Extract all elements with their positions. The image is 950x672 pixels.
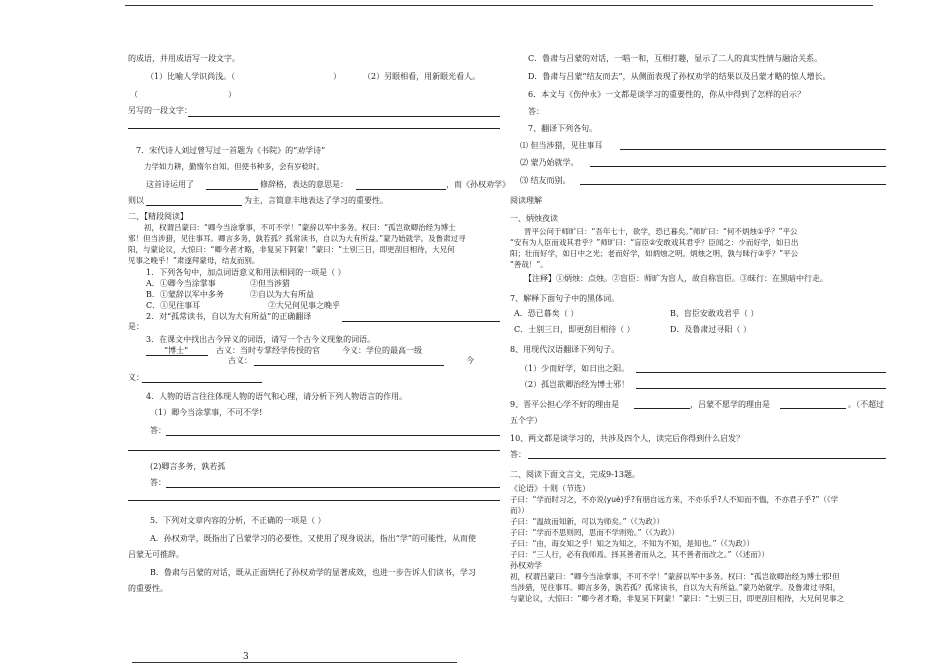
passage: 晋平公问于师旷曰：“吾年七十，欲学，恐已暮矣。”师旷曰：“何不炳烛①乎？”平公 (524, 227, 798, 236)
text-line: （1）卿今当涂掌事，不可不学! (150, 408, 263, 417)
answer-line[interactable] (620, 149, 886, 150)
header-rule (125, 5, 873, 6)
text-line: （1）比喻人学识尚浅。（ (146, 72, 236, 81)
text-line: 为主，言简意丰地表达了学习的重要性。 (244, 196, 388, 205)
option: ②但当涉猎 (250, 279, 290, 288)
text-line: 答： (150, 478, 166, 487)
question-2: 2．对“孤常读书，自以为大有所益”的正确翻译 (146, 312, 312, 321)
passage: 阳；壮而好学，如日中之光；老而好学，如炳烛之明。炳烛之明，孰与昧行③乎？”平公 (510, 249, 799, 258)
text-line: （ (130, 90, 138, 99)
answer-line[interactable] (590, 166, 886, 167)
text-line: ，吕蒙不愿学的理由是 (690, 400, 770, 409)
text-line: （1）少而好学，如日出之阳。 (520, 364, 630, 373)
answer-line[interactable] (128, 500, 500, 501)
text-line: （2）另眼相看，用新眼光看人。 (363, 72, 481, 81)
passage: 子曰：“学而不思则罔，思而不学则殆。”（《为政》） (510, 528, 680, 537)
passage: 而》） (510, 506, 529, 515)
question-7: 7、翻译下列各句。 (528, 124, 598, 133)
answer-line[interactable] (146, 205, 242, 206)
answer-line[interactable] (528, 458, 886, 459)
text-line: 则以 (128, 196, 144, 205)
answer-line[interactable] (634, 408, 690, 409)
option: B．①蒙辞以军中多务 (146, 290, 224, 299)
page-number: 3 (243, 652, 249, 662)
answer-line[interactable] (142, 382, 262, 383)
section-heading: 二、【精段阅读】 (128, 212, 188, 221)
text-line: （2）孤岂欲卿治经为博士邪！ (520, 380, 630, 389)
passage: “善哉！”。 (510, 260, 548, 269)
passage: 初，权谓吕蒙曰：“卿今当涂掌事，不可不学！”蒙辞以军中多务。权曰：“孤岂欲卿治经为博士邪!但 (510, 572, 840, 581)
text-line: 古义： (228, 356, 252, 365)
option: C．鲁肃与吕蒙的对话，一唱一和，互相打趣，显示了二人的真实性情与融洽关系。 (528, 54, 823, 63)
text-line: 义： (128, 373, 144, 382)
option: 吕蒙无可推辞。 (128, 550, 184, 559)
answer-line[interactable] (128, 450, 500, 451)
text-line: 。（不超过 (848, 400, 884, 409)
question: 9、晋平公担心学不好的理由是 (510, 400, 620, 409)
question: 10、两文都是谈学习的，共涉及四个人，读完后你得到什么启发？ (510, 434, 745, 443)
question-6: 6．本文与《伤仲永》一文都是谈学习的重要性的，你从中得到了怎样的启示？ (528, 90, 806, 99)
question-7: 7．宋代诗人刘过曾写过一首题为《书院》的“劝学诗” (136, 146, 326, 155)
section-heading: 一、炳烛夜读 (510, 214, 558, 223)
passage: 邪！但当涉猎，见往事耳。卿言多务，孰若孤？孤常读书，自以为大有所益。”蒙乃始就学。及鲁肃过寻 (128, 234, 466, 243)
text-line: 另写的一段文字： (128, 106, 192, 115)
answer-line[interactable] (128, 128, 500, 129)
option: A．恐已暮矣（ ） (514, 309, 579, 318)
option: C．士别三日，即更刮目相待（ ） (514, 325, 635, 334)
option: D．及鲁肃过寻阳（ ） (670, 325, 751, 334)
question-4: 4．人物的语言往往体现人物的语气和心理，请分析下列人物语言的作用。 (146, 392, 408, 401)
option: A．①卿今当涂掌事 (146, 279, 216, 288)
passage: 子曰：“温故而知新，可以为师矣。”（《为政》） (510, 517, 665, 526)
passage: 与蒙论议，大惊曰：“卿今者才略，非复吴下阿蒙！”蒙曰：“士别三日，即更刮目相待，大兄何见事之 (510, 594, 845, 603)
text-line: 今义：学位的最高一级 (342, 346, 422, 355)
section-heading: 阅读理解 (510, 196, 542, 205)
passage: 子曰：“三人行，必有我师焉。择其善者而从之，其不善者而改之。”（《述而》） (510, 550, 770, 559)
text-line: 古义：当时专掌经学传授的官 (216, 346, 320, 355)
answer-line[interactable] (342, 321, 500, 322)
option: 的重要性。 (128, 584, 168, 593)
passage-title: 《论语》十则（节选） (510, 484, 590, 493)
passage: 阳，与蒙论议，大惊曰：“卿今者才略，非复吴下阿蒙！”蒙曰：“士别三日，即更刮目相待，大兄何 (128, 245, 455, 254)
option: D．鲁肃与吕蒙“结友而去”，从侧面表现了孙权劝学的结果以及吕蒙才略的惊人增长。 (528, 72, 831, 81)
annotation: 【注释】①炳烛：点烛。②盲臣：师旷为盲人，故自称盲臣。③昧行：在黑暗中行走。 (524, 274, 828, 283)
text-line: “博士” (164, 346, 189, 355)
text-line: 答： (150, 426, 166, 435)
answer-line[interactable] (636, 388, 886, 389)
answer-line[interactable] (580, 184, 886, 185)
poem: 力学如力耕，勤惰尔自知。但使书种多，会有岁稔时。 (144, 162, 324, 171)
answer-line[interactable] (636, 372, 886, 373)
text-line: 的成语，并用成语写一段文字。 (128, 54, 240, 63)
text-line: 修辞格，表达的意思是： (260, 180, 348, 189)
option: ②自以为大有所益 (250, 290, 314, 299)
answer-line[interactable] (166, 487, 500, 488)
question-1: 1．下列各句中，加点词语意义和用法相同的一项是（ ） (146, 268, 346, 277)
option: A．孙权劝学，既指出了吕蒙学习的必要性，又使用了现身说法，指出“学”的可能性，从而使 (150, 534, 476, 543)
option: ②大兄何见事之晚乎 (268, 301, 340, 310)
text-line: ） (228, 90, 236, 99)
footer-rule (132, 662, 457, 663)
text-line: (2)卿言多务，孰若孤 (150, 462, 226, 471)
answer-line[interactable] (166, 435, 500, 436)
option: B、盲臣安敢戏君乎（ ） (670, 309, 759, 318)
answer-line[interactable] (206, 189, 258, 190)
passage: “安有为人臣而戏其君乎？”师旷曰：“盲臣②安敢戏其君乎？臣闻之：少而好学，如日出 (510, 238, 799, 247)
answer-line[interactable] (356, 189, 446, 190)
answer-line[interactable] (146, 355, 208, 356)
text-line: 是： (128, 322, 144, 331)
section-heading: 二、阅读下面文言文，完成9-13题。 (510, 470, 640, 479)
text-line: 今 (466, 356, 474, 365)
text-line: 五个字） (510, 416, 542, 425)
answer-line[interactable] (254, 365, 444, 366)
answer-line[interactable] (188, 116, 500, 117)
option: C．①见往事耳 (146, 301, 201, 310)
text-line: ） (333, 72, 341, 81)
question: 8、用现代汉语翻译下列句子。 (510, 345, 620, 354)
passage: 当涉猎，见往事耳。卿言多务，孰若孤？孤常读书，自以为大有所益。”蒙乃始就学。及鲁肃过寻阳， (510, 583, 841, 592)
text-line: 答： (528, 107, 544, 116)
question: 7、解释下面句子中的黑体词。 (510, 294, 620, 303)
passage: 见事之晚乎！”肃遂拜蒙母，结友而别。 (128, 256, 260, 265)
passage: 子曰：“学而时习之，不亦说(yuè)乎?有朋自远方来，不亦乐乎?人不知而不愠，不亦君子乎?”（《学 (510, 495, 839, 504)
answer-line[interactable] (780, 408, 846, 409)
text-line: 答： (510, 450, 526, 459)
text-line: ，而《孙权劝学》 (446, 180, 510, 189)
text-line: ⑴ 但当涉猎，见往事耳 (520, 141, 603, 150)
passage-title: 孙权劝学 (510, 561, 542, 570)
question-5: 5．下列对文章内容的分析，不正确的一项是（ ） (150, 516, 326, 525)
text-line: ⑵ 蒙乃始就学。 (520, 158, 579, 167)
passage: 子曰：“由，诲女知之乎！知之为知之，不知为不知，是知也。”（《为政》） (510, 539, 755, 548)
option: B．鲁肃与吕蒙的对话，既从正面烘托了孙权劝学的显著成效，也进一步告诉人们读书，学习 (150, 568, 476, 577)
question-3: 3．在课文中找出古今异义的词语，请写一个古今义现象的词语。 (146, 335, 376, 344)
text-line: ⑶ 结友而别。 (520, 176, 571, 185)
text-line: 这首诗运用了 (146, 180, 194, 189)
passage: 初，权谓吕蒙曰：“卿今当涂掌事，不可不学！”蒙辞以军中多务。权曰：“孤岂欲卿治经为博士 (144, 223, 456, 232)
